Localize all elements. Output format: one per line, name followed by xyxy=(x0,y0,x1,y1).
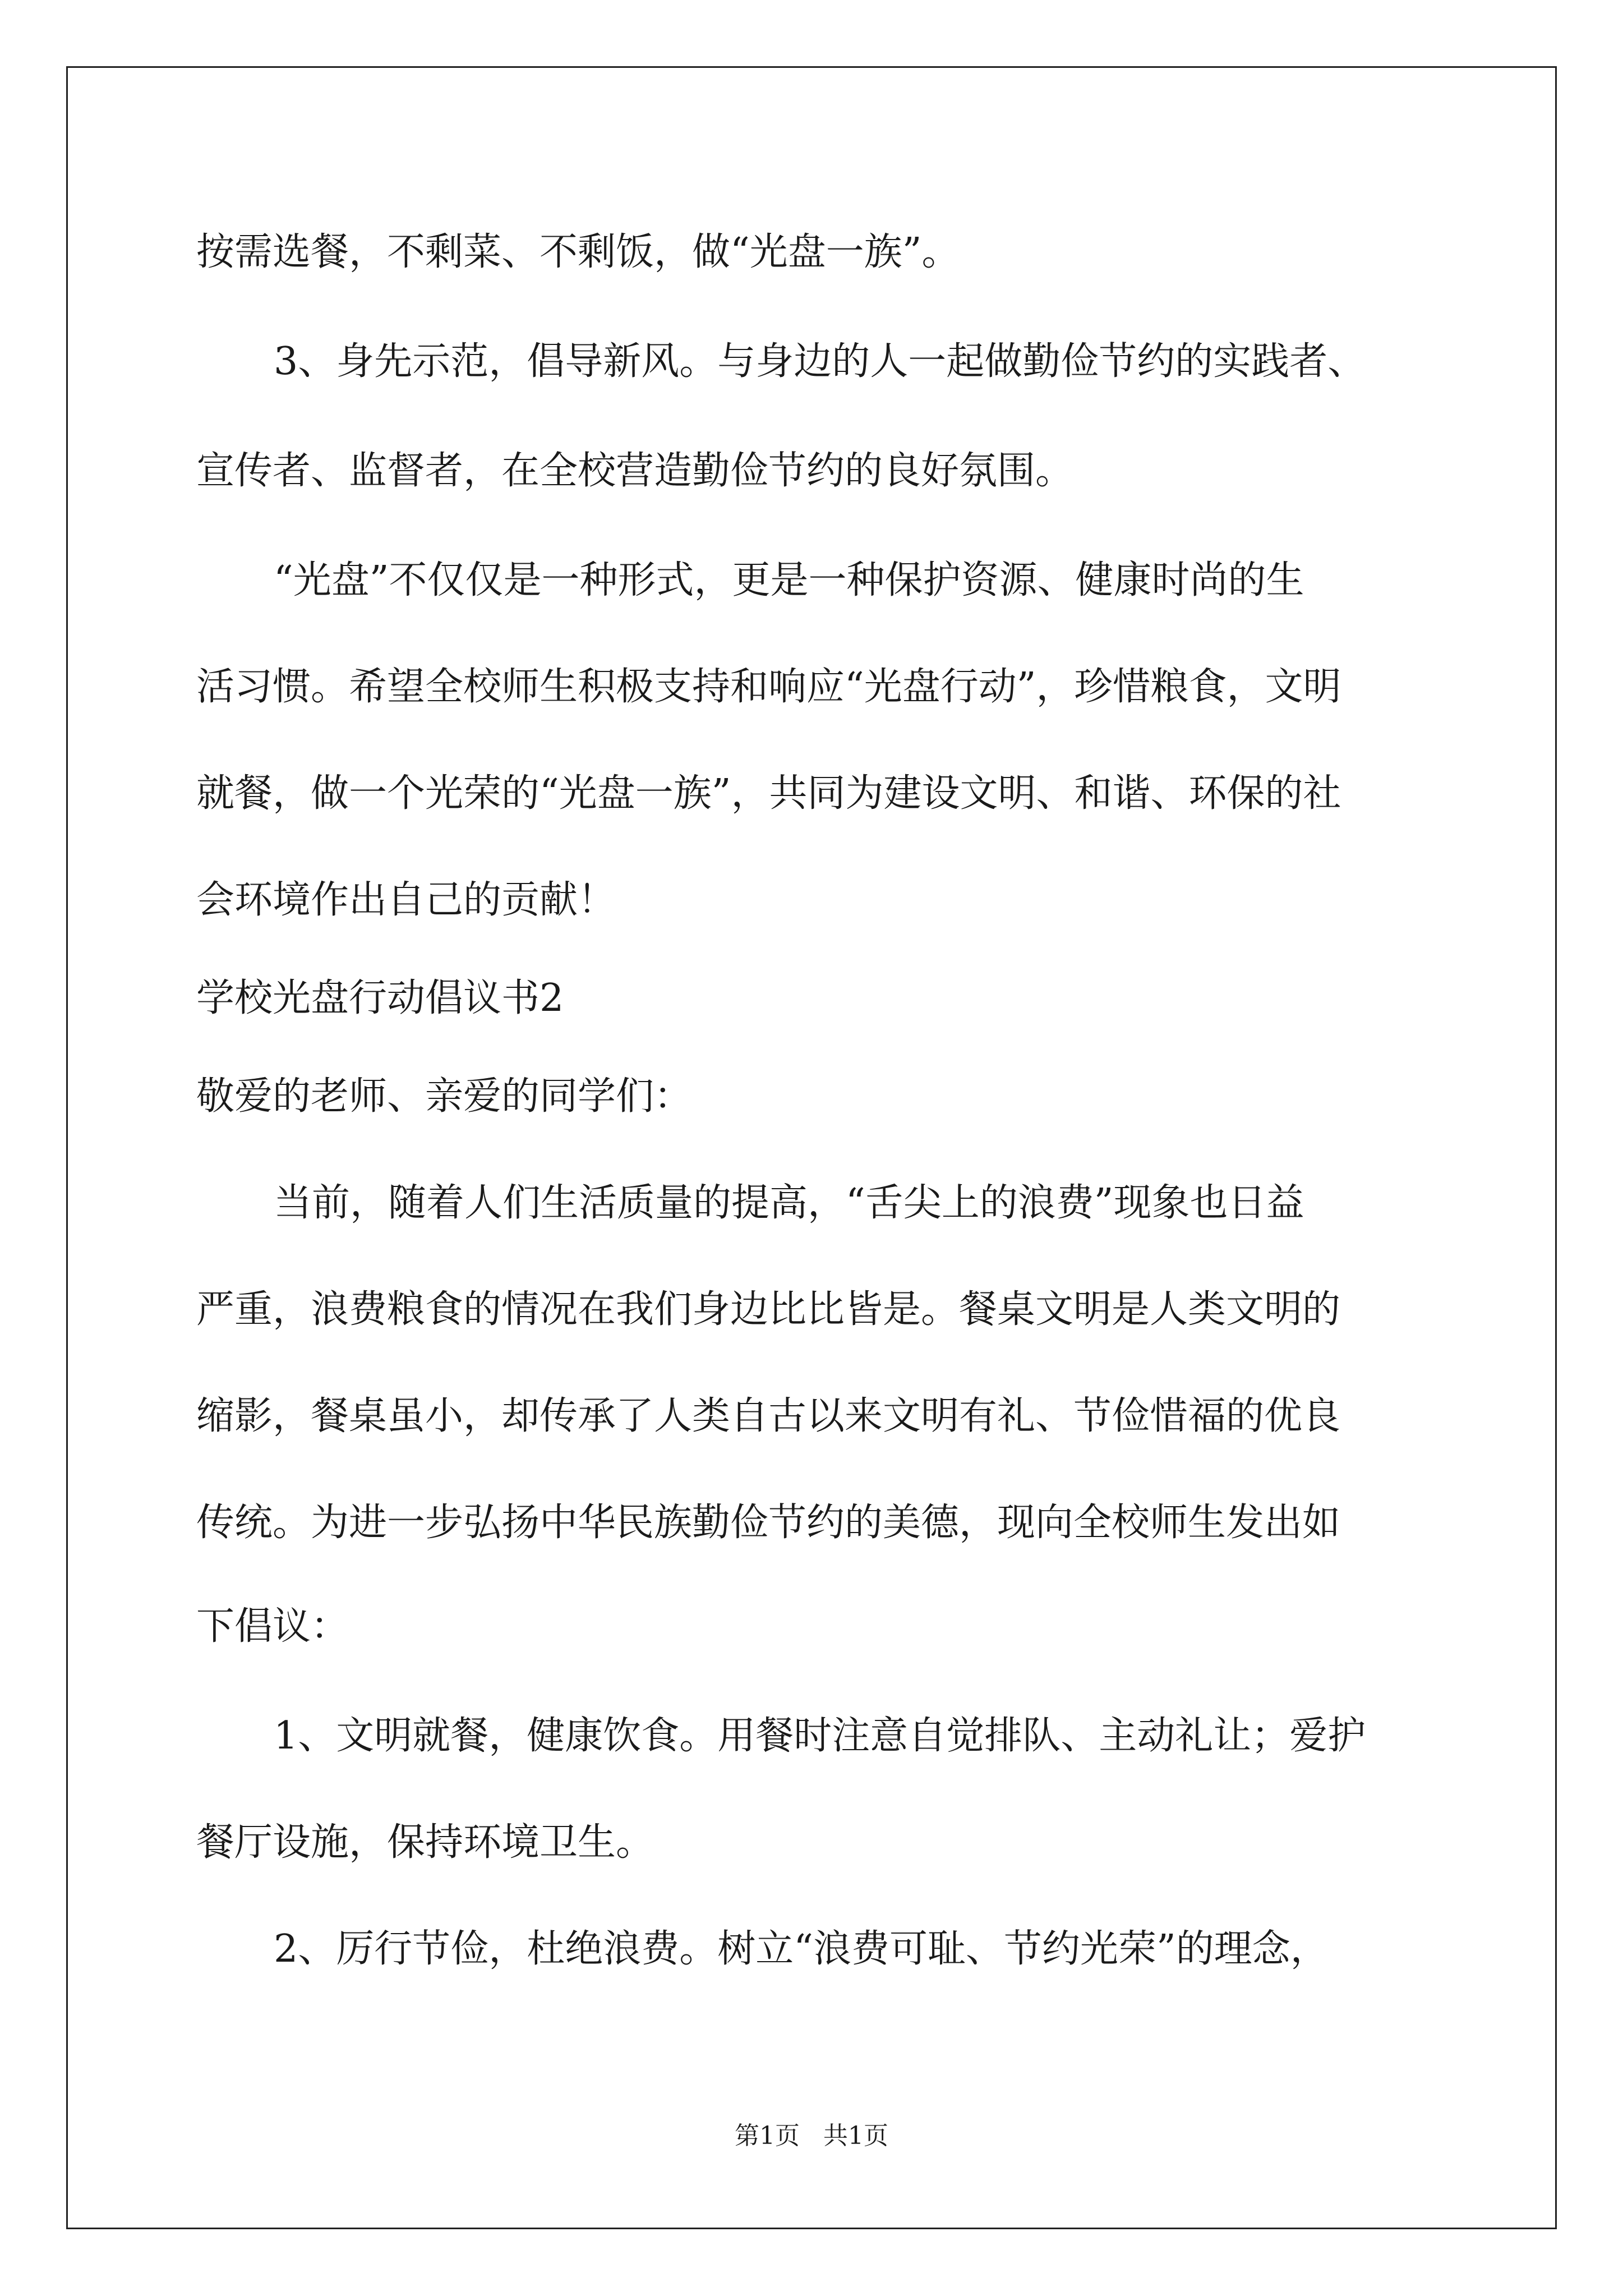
text-line-3: 宣传者、监督者，在全校营造勤俭节约的良好氛围。 xyxy=(196,449,1074,493)
text-line-2: 3、身先示范，倡导新风。与身边的人一起做勤俭节约的实践者、 xyxy=(274,339,1366,384)
text-line-15: 1、文明就餐，健康饮食。用餐时注意自觉排队、主动礼让；爱护 xyxy=(274,1714,1366,1758)
section-heading: 学校光盘行动倡议书2 xyxy=(196,976,564,1020)
text-line-16: 餐厅设施，保持环境卫生。 xyxy=(196,1820,654,1865)
salutation: 敬爱的老师、亲爱的同学们： xyxy=(196,1074,693,1119)
text-line-1: 按需选餐，不剩菜、不剩饭，做“光盘一族”。 xyxy=(196,230,960,274)
text-line-5: 活习惯。希望全校师生积极支持和响应“光盘行动”，珍惜粮食，文明 xyxy=(196,665,1341,709)
text-line-4: “光盘”不仅仅是一种形式，更是一种保护资源、健康时尚的生 xyxy=(274,558,1304,602)
text-line-12: 缩影，餐桌虽小，却传承了人类自古以来文明有礼、节俭惜福的优良 xyxy=(196,1394,1341,1438)
text-line-17: 2、厉行节俭，杜绝浪费。树立“浪费可耻、节约光荣”的理念， xyxy=(274,1927,1329,1971)
text-line-13: 传统。为进一步弘扬中华民族勤俭节约的美德，现向全校师生发出如 xyxy=(196,1501,1341,1545)
text-line-14: 下倡议： xyxy=(196,1604,349,1649)
text-line-7: 会环境作出自己的贡献！ xyxy=(196,878,616,922)
text-line-6: 就餐，做一个光荣的“光盘一族”，共同为建设文明、和谐、环保的社 xyxy=(196,771,1341,816)
text-line-11: 严重，浪费粮食的情况在我们身边比比皆是。餐桌文明是人类文明的 xyxy=(196,1287,1341,1332)
text-line-10: 当前，随着人们生活质量的提高，“舌尖上的浪费”现象也日益 xyxy=(274,1181,1304,1225)
page-footer: 第1页 共1页 xyxy=(735,2122,888,2150)
